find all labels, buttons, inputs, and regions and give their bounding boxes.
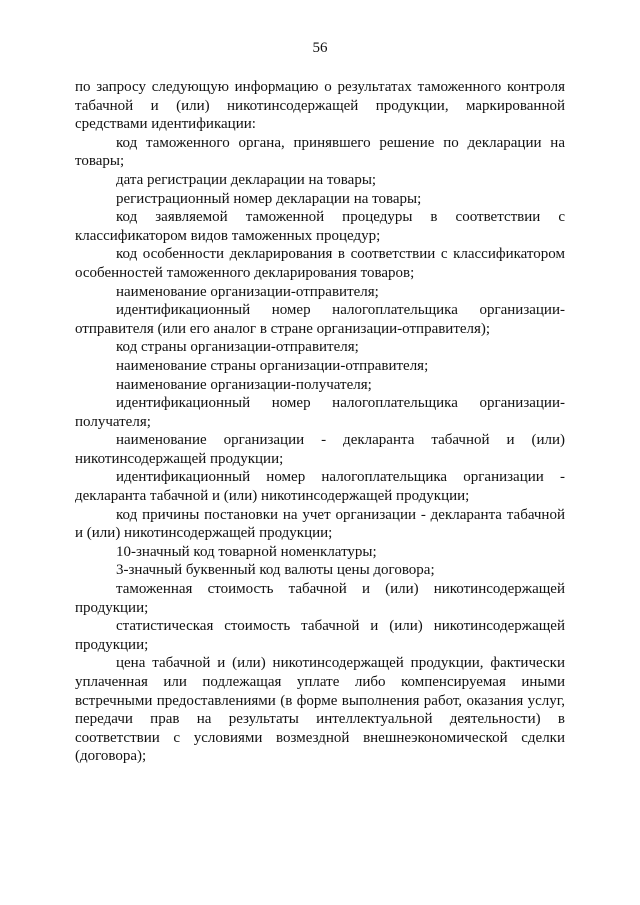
paragraph: регистрационный номер декларации на товары;: [116, 190, 422, 207]
page-number: 56: [312, 40, 328, 56]
paragraph: идентификационный номер налогоплательщика организации - декларанта табачной и (или) никотинсодержащей продукции;: [75, 469, 565, 505]
paragraph: наименование организации - декларанта табачной и (или) никотинсодержащей продукции;: [75, 432, 565, 467]
paragraph: код страны организации-отправителя;: [116, 339, 359, 356]
paragraph: код заявляемой таможенной процедуры в соответствии с классификатором видов таможенных процедур;: [75, 209, 565, 244]
paragraph: код причины постановки на учет организации - декларанта табачной и (или) никотинсодержащей продукции;: [75, 506, 565, 542]
paragraph: код таможенного органа, принявшего решение по декларации на товары;: [75, 134, 565, 170]
paragraph: по запросу следующую информацию о результатах таможенного контроля табачной и (или) никотинсодержащей продукции, маркированной средствами идентификации:: [75, 79, 565, 133]
paragraph: дата регистрации декларации на товары;: [116, 171, 377, 188]
paragraph: 10-значный код товарной номенклатуры;: [116, 543, 377, 560]
paragraph: идентификационный номер налогоплательщика организации-отправителя (или его аналог в стране организации-отправителя);: [75, 302, 565, 337]
paragraph: идентификационный номер налогоплательщика организации-получателя;: [75, 395, 565, 430]
paragraph: наименование организации-отправителя;: [116, 283, 379, 300]
document-body: [75, 78, 565, 766]
paragraph: статистическая стоимость табачной и (или) никотинсодержащей продукции;: [75, 618, 565, 653]
paragraph: наименование организации-получателя;: [116, 376, 372, 393]
paragraph: код особенности декларирования в соответствии с классификатором особенностей таможенного декларирования товаров;: [75, 246, 565, 281]
paragraph: таможенная стоимость табачной и (или) никотинсодержащей продукции;: [75, 581, 565, 616]
paragraph: наименование страны организации-отправителя;: [116, 357, 429, 374]
paragraph: 3-значный буквенный код валюты цены договора;: [116, 562, 435, 579]
paragraph: цена табачной и (или) никотинсодержащей продукции, фактически уплаченная или подлежащая уплате либо компенсируемая иными встречными предоставлениями (в форме выполнения работ, оказания услуг, передачи прав на результаты интеллектуальной деятельности) в соответствии с условиями возмездной внешнеэкономической сделки (договора);: [75, 655, 565, 765]
